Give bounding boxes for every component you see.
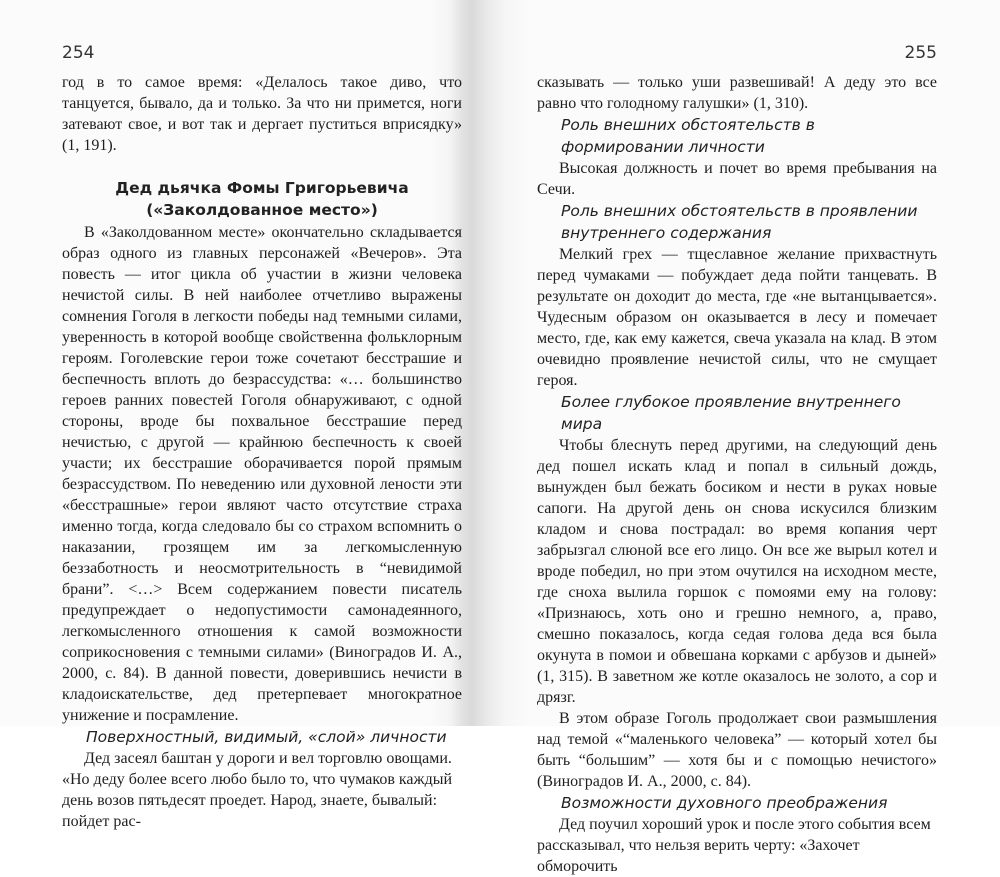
section-title [62, 177, 462, 221]
subheading: Роль внешних обстоятельств в проявлении внутреннего содержания [561, 202, 918, 242]
paragraph: сказывать — только уши развешивай! А деду это все равно что голодному галушки» (1, 310). [537, 74, 937, 112]
left-page-body [62, 72, 462, 832]
paragraph: Дед поучил хороший урок и после этого события всем рассказывал, что нельзя верить черту: «Захочет обморочить [537, 816, 931, 875]
section-title-line: Дед дьячка Фомы Григорьевича [115, 179, 409, 197]
section-title-line: («Заколдованное место») [146, 201, 378, 219]
paragraph: В «Заколдованном месте» окончательно складывается образ одного из главных персонажей «Вечеров». Эта повесть — итог цикла об участии в жизни человека нечистой силы. В ней наиболее отчетливо выражены сомнения Гоголя в легкости победы над темными силами, уверенность в которой вообще свойственна фольклорным героям. Гоголевские герои тоже сочетают бесстрашие и беспечность вплоть до безрассудства: «… большинство героев ранних повестей Гоголя обнаруживают, с одной стороны, вроде бы похвальное бесстрашие перед нечистью, с другой — крайнюю беспечность к своей участи; их бесстрашие оборачивается порой прямым безрассудством. По неведению или духовной лености эти «бесстрашные» герои являют часто отсутствие страха именно тогда, когда следовало бы со страхом вспомнить о наказании, грозящем им за легкомысленную беззаботность и неосмотрительность в “невидимой брани”. <…> Всем содержанием повести писатель предупреждает о недопустимости самонадеянного, легкомысленного отношения к самой возможности соприкосновения с темными силами» (Виноградов И. А., 2000, с. 84). В данной повести, доверившись нечисти в кладоискательстве, дед претерпевает многократное унижение и посрамление. [62, 224, 462, 724]
right-page-body [537, 72, 937, 877]
subheading: Возможности духовного преображения [561, 794, 888, 812]
right-page [537, 0, 937, 875]
paragraph: Мелкий грех — тщеславное желание прихвастнуть перед чумаками — побуждает деда пойти танцевать. В результате он доходит до места, где «не вытанцывается». Чудесным образом он оказывается в лесу и помечает место, где, как ему кажется, свеча указала на клад. В этом очевидно проявление нечистой силы, что не смущает героя. [537, 246, 937, 389]
paragraph: год в то самое время: «Делалось такое диво, что танцуется, бывало, да и только. За что ни примется, ноги затевают свое, и вот так и дергает пуститься вприсядку» (1, 191). [62, 74, 462, 154]
paragraph: Высокая должность и почет во время пребывания на Сечи. [537, 160, 937, 198]
page-number: 254 [62, 43, 95, 63]
paragraph: Чтобы блеснуть перед другими, на следующий день дед пошел искать клад и попал в сильный дождь, вынужден был бежать босиком и нести в руках новые сапоги. На другой день он снова искусился близким кладом и снова пострадал: во время копания черт забрызгал слюной все его лицо. Он все же вырыл котел и вроде победил, но при этом очутился на исходном месте, где сноха вылила горшок с помоями ему на голову: «Признаюсь, хоть оно и грешно немного, а, право, смешно показалось, когда седая голова деда вся была окунута в помои и обвешана корками с арбузов и дыней» (1, 315). В заветном же котле оказалось не золото, а сор и дрязг. [537, 437, 937, 706]
left-page [62, 0, 462, 830]
page-number: 255 [904, 43, 937, 63]
paragraph: Дед засеял баштан у дороги и вел торговлю овощами. «Но деду более всего любо было то, что чумаков каждый день возов пятьдесят проедет. Народ, знаете, бывалый: пойдет рас- [62, 750, 453, 830]
subheading: Роль внешних обстоятельств в формировании личности [561, 116, 815, 156]
paragraph: В этом образе Гоголь продолжает свои размышления над темой «“маленького человека” — который хотел бы быть “большим” — хотя бы и с помощью нечистого» (Виноградов И. А., 2000, с. 84). [537, 710, 937, 790]
subheading: Более глубокое проявление внутреннего мира [561, 393, 901, 433]
subheading: Поверхностный, видимый, «слой» личности [86, 728, 447, 746]
